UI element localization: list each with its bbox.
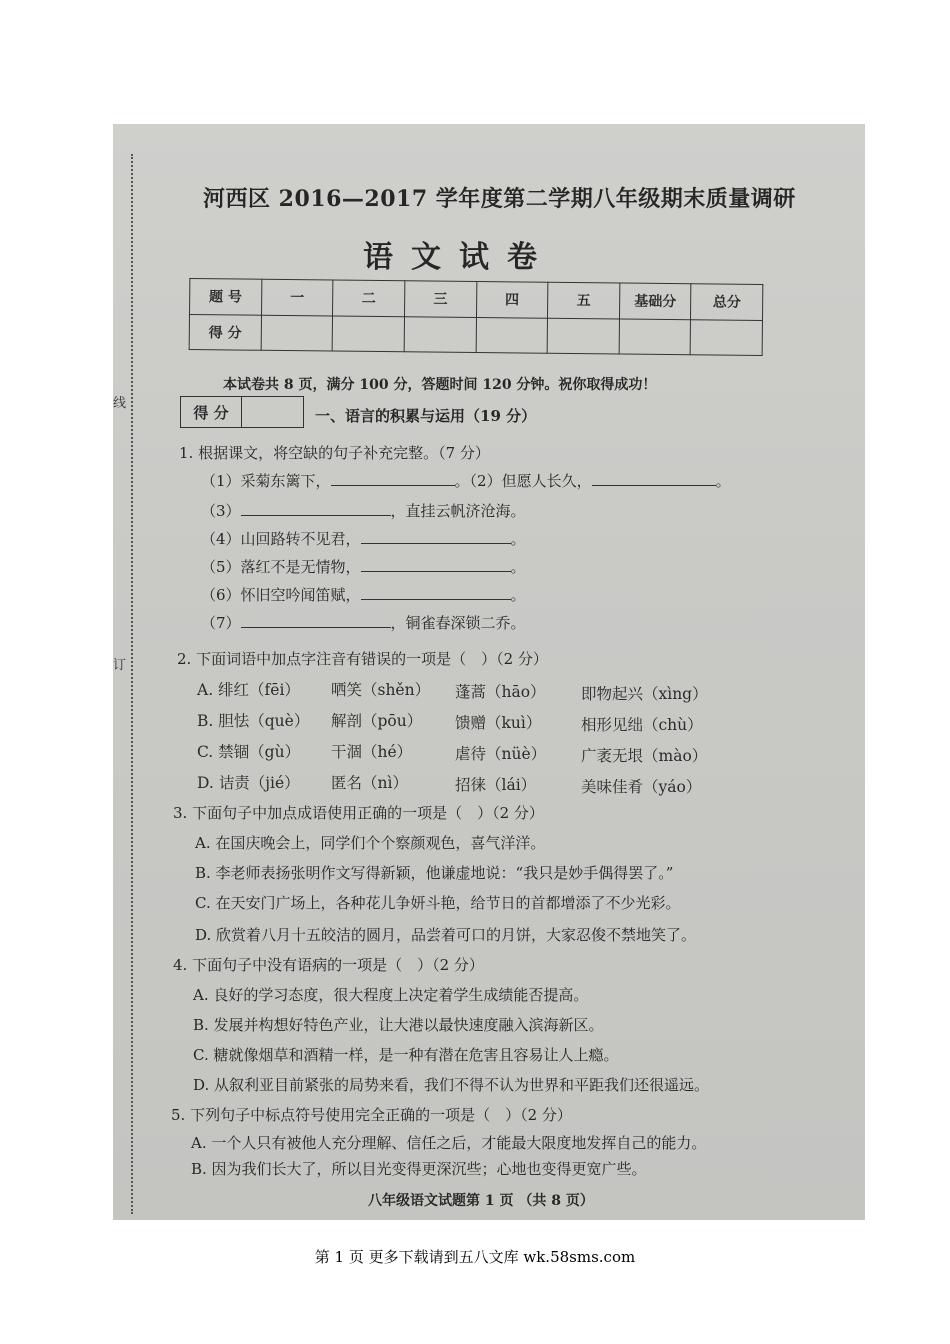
q2-stem: 2. 下面词语中加点字注音有错误的一项是（ ）（2 分） [177, 650, 548, 668]
q1-l7b: ，铜雀春深锁二乔。 [390, 614, 526, 632]
q5-b: B. 因为我们长大了，所以目光变得更深沉些；心地也变得更宽广些。 [191, 1160, 647, 1178]
q1-end: 。 [510, 530, 526, 548]
q1-l7a: （7） [201, 614, 241, 632]
score-cell [547, 318, 619, 354]
q1-line-7 [201, 612, 526, 633]
q1-end: 。 [510, 586, 526, 604]
q1-stem: 1. 根据课文，将空缺的句子补充完整。（7 分） [179, 444, 490, 462]
col-header: 总分 [691, 284, 763, 320]
q2-c-3: 虐待（nüè） [455, 745, 547, 763]
score-table-score-row [189, 314, 762, 355]
answer-blank [241, 613, 391, 628]
q1-l1b: 。（2）但愿人长久， [454, 472, 592, 490]
answer-blank [241, 501, 391, 516]
q4-b: B. 发展并构想好特色产业，让大港以最快速度融入滨海新区。 [193, 1016, 604, 1034]
score-cell [332, 315, 404, 351]
section-score-box [180, 396, 304, 428]
q3-c: C. 在天安门广场上，各种花儿争妍斗艳，给节日的首都增添了不少光彩。 [195, 894, 681, 912]
row-label: 题 号 [190, 279, 262, 315]
col-header: 三 [404, 281, 476, 317]
score-cell [619, 319, 691, 355]
q5-a: A. 一个人只有被他人充分理解、信任之后，才能最大限度地发挥自己的能力。 [191, 1134, 707, 1152]
score-box-label: 得 分 [181, 397, 242, 427]
row-label: 得 分 [189, 314, 261, 350]
q2-d-1: D. 诘责（jié） [197, 774, 300, 792]
q4-c: C. 糖就像烟草和酒精一样，是一种有潜在危害且容易让人上瘾。 [193, 1046, 619, 1064]
q1-line-5 [201, 556, 526, 577]
answer-blank [361, 529, 511, 544]
q1-l1c: 。 [715, 472, 731, 490]
q2-b-3: 馈赠（kuì） [455, 714, 542, 732]
q3-stem: 3. 下面句子中加点成语使用正确的一项是（ ）（2 分） [173, 804, 544, 822]
col-header: 四 [476, 282, 548, 318]
q2-b-2: 解剖（pōu） [331, 712, 423, 730]
q2-d-4: 美味佳肴（yáo） [581, 778, 702, 796]
col-header: 基础分 [619, 283, 691, 319]
score-cell [690, 319, 762, 355]
q2-b-1: B. 胆怯（què） [197, 712, 310, 730]
q2-b-4: 相形见绌（chù） [581, 716, 703, 734]
binding-mark: 线 [113, 396, 127, 411]
q2-a-2: 哂笑（shěn） [331, 681, 431, 699]
score-cell [261, 315, 333, 351]
q1-line-1 [201, 470, 731, 491]
q1-line-4 [201, 528, 526, 549]
col-header: 五 [548, 282, 620, 318]
exam-page-number: 八年级语文试题第 1 页 （共 8 页） [368, 1193, 594, 1209]
q3-b: B. 李老师表扬张明作文写得新颖，他谦虚地说：“我只是妙手偶得罢了。” [195, 864, 674, 882]
q1-end: 。 [510, 558, 526, 576]
q1-l4: （4）山回路转不见君， [201, 530, 361, 548]
q5-stem: 5. 下列句子中标点符号使用完全正确的一项是（ ）（2 分） [171, 1106, 572, 1124]
exam-photo [113, 124, 865, 1220]
q2-d-2: 匿名（nì） [331, 774, 408, 792]
col-header: 一 [261, 279, 333, 315]
answer-blank [331, 471, 455, 486]
q1-l3a: （3） [201, 502, 241, 520]
q2-a-1: A. 绯红（fēi） [197, 681, 300, 699]
score-cell [476, 317, 548, 353]
page-footer: 第 1 页 更多下载请到五八文库 wk.58sms.com [314, 1248, 636, 1266]
q1-l3b: ，直挂云帆济沧海。 [390, 502, 526, 520]
q2-a-3: 蓬蒿（hāo） [455, 683, 546, 701]
score-cell [404, 316, 476, 352]
q1-l1a: （1）采菊东篱下， [201, 472, 331, 490]
score-table-header-row [190, 279, 763, 320]
q1-line-3 [201, 500, 526, 521]
section-title: 一、语言的积累与运用（19 分） [315, 407, 537, 425]
q3-a: A. 在国庆晚会上，同学们个个察颜观色，喜气洋洋。 [195, 834, 546, 852]
answer-blank [361, 585, 511, 600]
q2-c-2: 干涸（hé） [331, 743, 413, 761]
exam-subtitle: 语文试卷 [363, 240, 555, 275]
q1-line-6 [201, 584, 526, 605]
q2-c-4: 广袤无垠（mào） [581, 747, 708, 765]
score-table [189, 278, 764, 356]
q4-stem: 4. 下面句子中没有语病的一项是（ ）（2 分） [173, 956, 484, 974]
exam-title: 河西区 2016—2017 学年度第二学期八年级期末质量调研 [203, 186, 796, 212]
binding-mark-2: 订 [113, 658, 127, 673]
q2-a-4: 即物起兴（xìng） [581, 685, 708, 703]
col-header: 二 [333, 280, 405, 316]
answer-blank [361, 557, 511, 572]
q3-d: D. 欣赏着八月十五皎洁的圆月，品尝着可口的月饼，大家忍俊不禁地笑了。 [195, 926, 697, 944]
q2-c-1: C. 禁锢（gù） [197, 743, 301, 761]
q2-d-3: 招徕（lái） [455, 776, 537, 794]
q4-d: D. 从叙利亚目前紧张的局势来看，我们不得不认为世界和平距我们还很遥远。 [193, 1076, 710, 1094]
q1-l6: （6）怀旧空吟闻笛赋， [201, 586, 361, 604]
exam-notice: 本试卷共 8 页，满分 100 分，答题时间 120 分钟。祝你取得成功！ [223, 377, 657, 393]
binding-dotted-line [131, 154, 133, 1214]
q1-l5: （5）落红不是无情物， [201, 558, 361, 576]
q4-a: A. 良好的学习态度，很大程度上决定着学生成绩能否提高。 [193, 986, 589, 1004]
answer-blank [592, 471, 716, 486]
